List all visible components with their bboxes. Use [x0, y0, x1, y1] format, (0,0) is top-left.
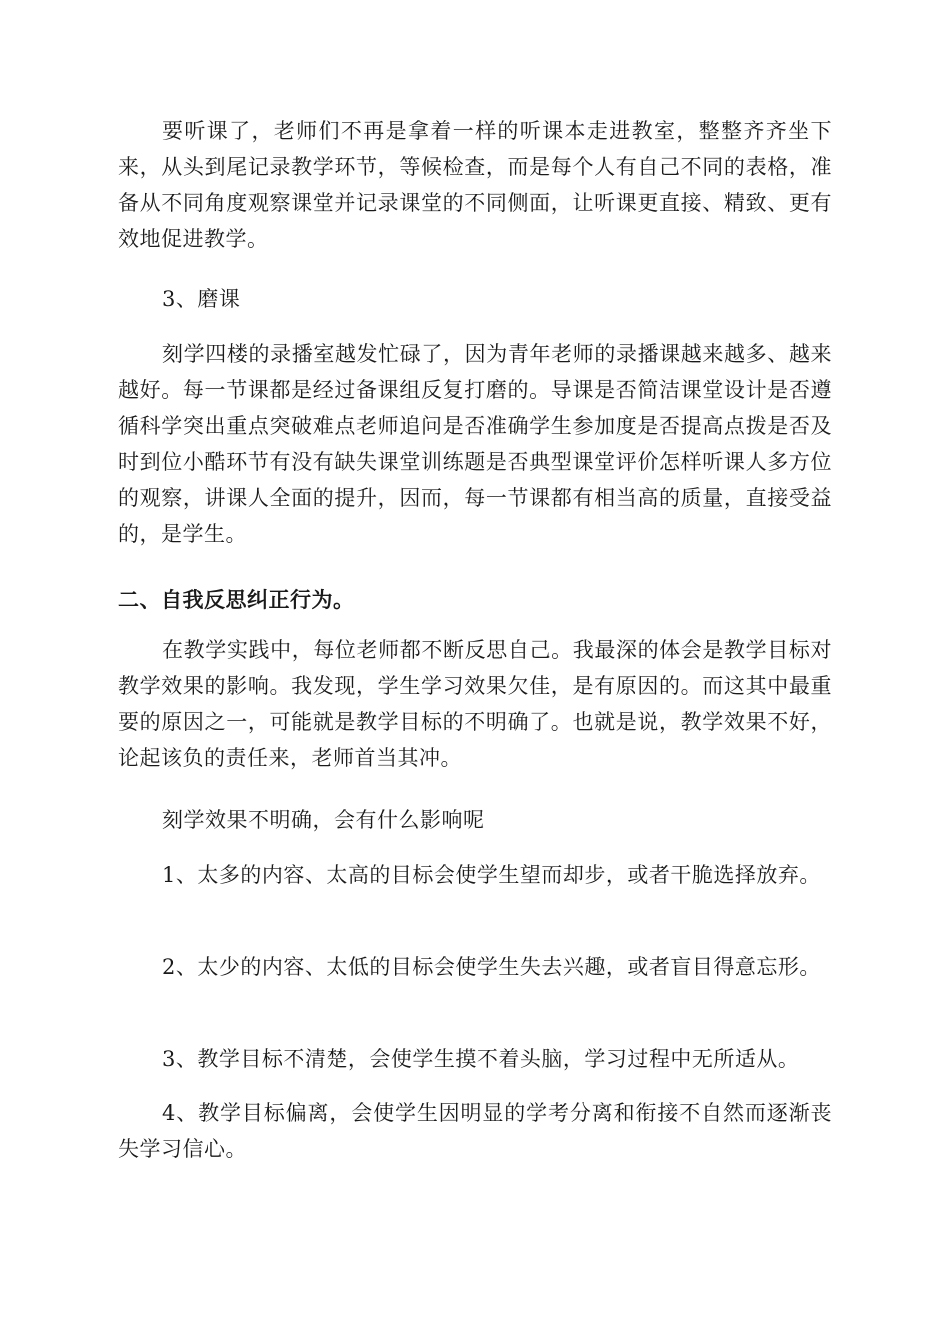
list-item-too-much: 1、太多的内容、太高的目标会使学生望而却步，或者干脆选择放弃。: [162, 863, 821, 887]
section-heading-self-reflection: 二、自我反思纠正行为。: [118, 588, 355, 612]
paragraph-polishing-heading: 3、磨课: [162, 287, 241, 311]
paragraph-unclear-goals-question: 刻学效果不明确，会有什么影响呢: [162, 808, 485, 832]
list-item-unclear: 3、教学目标不清楚，会使学生摸不着头脑，学习过程中无所适从。: [162, 1047, 800, 1071]
list-item-deviated: 4、教学目标偏离，会使学生因明显的学考分离和衔接不自然而逐渐丧失学习信心。: [118, 1101, 832, 1161]
paragraph-teaching-goals: 在教学实践中，每位老师都不断反思自己。我最深的体会是教学目标对教学效果的影响。我发现，学生学习效果欠佳，是有原因的。而这其中最重要的原因之一，可能就是教学目标的不明确了。也就是说，教学效果不好，论起该负的责任来，老师首当其冲。: [118, 638, 832, 770]
paragraph-listening-forms: 要听课了，老师们不再是拿着一样的听课本走进教室，整整齐齐坐下来，从头到尾记录教学环节，等候检查，而是每个人有自己不同的表格，准备从不同角度观察课堂并记录课堂的不同侧面，让听课更直接、精致、更有效地促进教学。: [118, 119, 832, 251]
list-item-too-little: 2、太少的内容、太低的目标会使学生失去兴趣，或者盲目得意忘形。: [162, 955, 821, 979]
paragraph-recording-room: 刻学四楼的录播室越发忙碌了，因为青年老师的录播课越来越多、越来越好。每一节课都是经过备课组反复打磨的。导课是否简洁课堂设计是否遵循科学突出重点突破难点老师追问是否准确学生参加度是否提高点拨是否及时到位小酷环节有没有缺失课堂训练题是否典型课堂评价怎样听课人多方位的观察，讲课人全面的提升，因而，每一节课都有相当高的质量，直接受益的，是学生。: [118, 342, 832, 546]
